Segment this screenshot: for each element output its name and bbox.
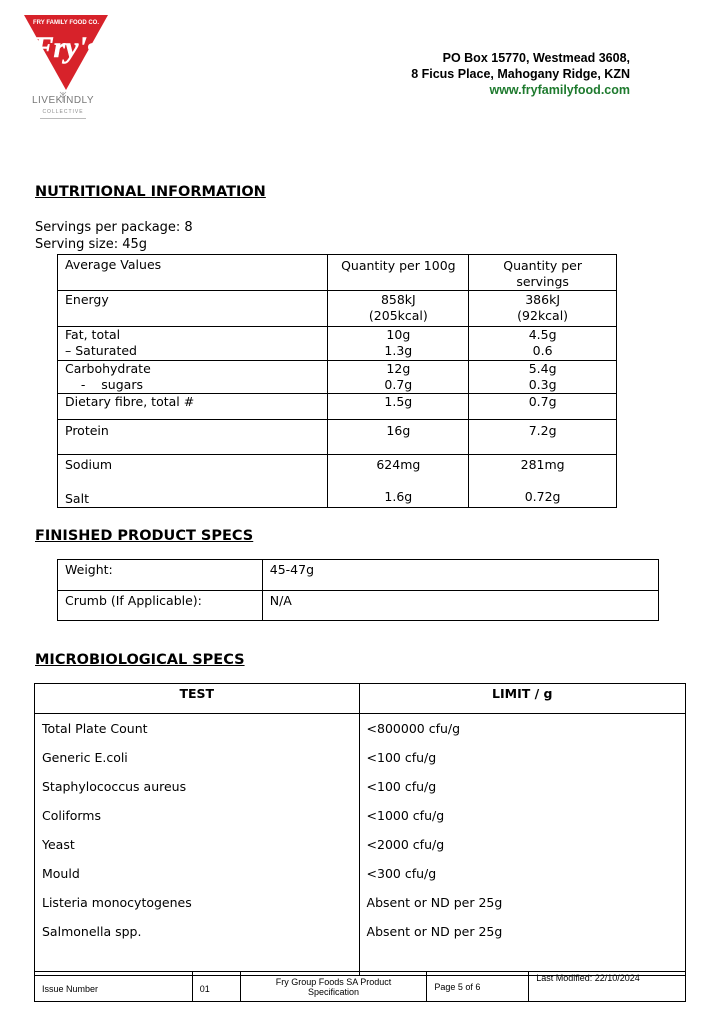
table-row: [58, 420, 617, 455]
value-100g-sub: 1.6g: [384, 489, 413, 504]
table-row: [58, 394, 617, 420]
test-limit: Absent or ND per 25g: [366, 924, 503, 939]
header-per-serving: Quantity per servings: [469, 255, 617, 291]
table-row: [58, 560, 659, 591]
address-line-2: 8 Ficus Place, Mahogany Ridge, KZN: [411, 67, 630, 81]
test-limit: <100 cfu/g: [366, 779, 437, 794]
value-serving: 7.2g: [528, 423, 557, 438]
document-title-line-1: Fry Group Foods SA Product: [275, 976, 392, 987]
table-header-row: [58, 255, 617, 291]
test-name: Total Plate Count: [42, 721, 148, 736]
spec-label: Weight:: [58, 560, 263, 591]
test-limit: <1000 cfu/g: [366, 808, 445, 823]
last-modified: Last Modified: 22/10/2024: [529, 972, 686, 1002]
finished-specs-table: [57, 559, 659, 621]
value-100g: 16g: [386, 423, 411, 438]
test-name: Generic E.coli: [42, 750, 128, 765]
livekindly-label: LIVEKINDLY: [31, 95, 95, 106]
row-sublabel: – Saturated: [65, 343, 137, 358]
header-test: TEST: [35, 684, 360, 714]
row-sublabel: - sugars: [65, 377, 143, 392]
table-row: [58, 455, 617, 508]
header-average-values: Average Values: [58, 255, 328, 291]
table-header-row: [35, 684, 686, 714]
nutrition-heading: NUTRITIONAL INFORMATION: [35, 184, 266, 200]
micro-specs-table: [34, 683, 686, 976]
address-line-1: PO Box 15770, Westmead 3608,: [442, 51, 630, 65]
footer-table: [34, 971, 686, 1002]
value-100g: 1.5g: [384, 394, 413, 409]
table-row: [58, 591, 659, 621]
value-serving: 0.7g: [528, 394, 557, 409]
nutrition-table: [57, 254, 617, 508]
page-number: Page 5 of 6: [427, 972, 529, 1002]
spec-value: 45-47g: [262, 560, 658, 591]
row-label: Sodium: [65, 457, 113, 472]
test-name: Mould: [42, 866, 80, 881]
test-name: Coliforms: [42, 808, 101, 823]
finished-specs-heading: FINISHED PRODUCT SPECS: [35, 528, 254, 544]
servings-per-package: Servings per package: 8: [35, 220, 193, 235]
website-link[interactable]: www.fryfamilyfood.com: [489, 83, 630, 97]
test-name: Listeria monocytogenes: [42, 895, 192, 910]
test-name: Staphylococcus aureus: [42, 779, 187, 794]
row-label: Energy: [65, 292, 109, 307]
value-100g-sub: (205kcal): [368, 308, 428, 323]
document-title: [240, 972, 427, 1002]
value-serving: 4.5g: [528, 327, 557, 342]
frys-logo-icon: [22, 12, 112, 124]
test-limit: <300 cfu/g: [366, 866, 437, 881]
test-limit: <100 cfu/g: [366, 750, 437, 765]
row-label: Dietary fibre, total #: [65, 394, 195, 409]
value-100g: 10g: [386, 327, 411, 342]
row-label: Fat, total: [65, 327, 121, 342]
value-100g: 624mg: [376, 457, 421, 472]
value-serving: 5.4g: [528, 361, 557, 376]
company-address: [411, 50, 630, 98]
value-serving: 281mg: [520, 457, 565, 472]
test-name: Yeast: [42, 837, 75, 852]
test-limit: Absent or ND per 25g: [366, 895, 503, 910]
collective-label: COLLECTIVE: [42, 109, 84, 115]
logo-text: Fry's: [33, 31, 99, 64]
value-100g: 858kJ: [380, 292, 416, 307]
company-logo: [22, 12, 112, 124]
value-100g-sub: 1.3g: [384, 343, 413, 358]
value-serving-sub: (92kcal): [517, 308, 569, 323]
table-row: [58, 327, 617, 361]
micro-specs-heading: MICROBIOLOGICAL SPECS: [35, 652, 245, 668]
issue-number-label: Issue Number: [35, 972, 193, 1002]
value-serving-sub: 0.3g: [528, 377, 557, 392]
value-100g: 12g: [386, 361, 411, 376]
value-serving-sub: 0.72g: [524, 489, 561, 504]
spec-value: N/A: [262, 591, 658, 621]
test-limit: <800000 cfu/g: [366, 721, 461, 736]
header-per-100g: Quantity per 100g: [328, 255, 469, 291]
row-label: Carbohydrate: [65, 361, 151, 376]
spec-label: Crumb (If Applicable):: [58, 591, 263, 621]
logo-subtext: FRY FAMILY FOOD CO.: [32, 20, 100, 26]
header-limit: LIMIT / g: [359, 684, 685, 714]
micro-body-row: [35, 714, 686, 976]
value-serving: 386kJ: [525, 292, 561, 307]
row-label: Protein: [65, 423, 109, 438]
value-100g-sub: 0.7g: [384, 377, 413, 392]
test-name: Salmonella spp.: [42, 924, 142, 939]
table-row: [58, 361, 617, 394]
divider: [40, 118, 86, 119]
row-sublabel: Salt: [65, 491, 89, 506]
test-limit: <2000 cfu/g: [366, 837, 445, 852]
serving-size: Serving size: 45g: [35, 237, 148, 252]
issue-number-value: 01: [192, 972, 240, 1002]
footer-row: [35, 972, 686, 1002]
document-title-line-2: Specification: [308, 986, 360, 997]
table-row: [58, 291, 617, 327]
value-serving-sub: 0.6: [532, 343, 553, 358]
